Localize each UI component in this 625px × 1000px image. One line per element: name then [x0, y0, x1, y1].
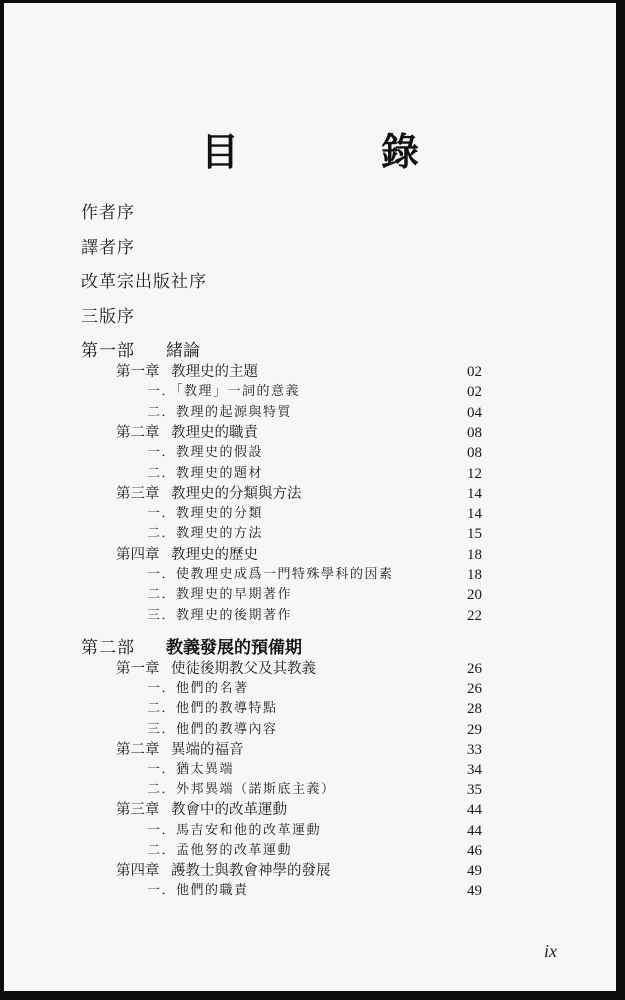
toc-section-entry[interactable]	[147, 821, 321, 841]
toc-page-number: 46	[467, 842, 482, 859]
toc-page-number: 33	[467, 741, 482, 758]
chapter-title: 異端的福音	[171, 741, 244, 758]
section-title: 一．猶太異端	[147, 762, 235, 777]
part-title: 緒論	[166, 341, 200, 361]
toc-page-number: 26	[467, 681, 482, 698]
preface-publisher[interactable]: 改革宗出版社序	[81, 272, 207, 292]
toc-section-entry[interactable]	[147, 780, 336, 800]
toc-chapter-entry[interactable]	[116, 423, 258, 443]
toc-chapter-entry[interactable]	[116, 740, 244, 760]
toc-section-entry[interactable]	[147, 382, 300, 402]
toc-page-number: 02	[467, 384, 482, 401]
chapter-title: 教理史的歷史	[171, 546, 258, 563]
section-title: 二．教理史的方法	[147, 526, 264, 542]
toc-section-entry[interactable]	[147, 504, 263, 524]
preface-translator[interactable]: 譯者序	[81, 238, 135, 258]
toc-page-number: 08	[467, 424, 482, 441]
section-title: 二．教理史的早期著作	[147, 587, 293, 603]
part-heading-1[interactable]	[81, 336, 200, 361]
chapter-title: 護教士與教會神學的發展	[171, 863, 331, 879]
section-title: 二．教理史的題材	[147, 465, 264, 481]
page-number: ix	[544, 941, 557, 961]
section-title: 一．他們的職責	[147, 883, 249, 899]
toc-chapter-entry[interactable]	[116, 800, 287, 820]
preface-third-edition[interactable]: 三版序	[81, 307, 135, 327]
toc-section-entry[interactable]	[147, 841, 292, 861]
toc-page-number: 22	[467, 607, 482, 624]
section-title: 二．孟他努的改革運動	[147, 842, 293, 858]
toc-section-entry[interactable]	[147, 881, 249, 901]
toc-page-number: 49	[467, 883, 482, 900]
toc-section-entry[interactable]	[147, 524, 263, 544]
section-title: 三．教理史的後期著作	[147, 607, 293, 623]
toc-page-number: 14	[467, 485, 482, 502]
toc-section-entry[interactable]	[147, 403, 292, 423]
toc-page-number: 04	[467, 404, 482, 421]
toc-page-number: 44	[467, 822, 482, 839]
section-title: 一．他們的名著	[147, 681, 249, 697]
toc-chapter-entry[interactable]	[116, 545, 258, 565]
toc-page-number: 26	[467, 661, 482, 677]
section-title: 二．他們的教導特點	[147, 701, 278, 717]
section-title: 三．他們的教導內容	[147, 721, 278, 737]
toc-section-entry[interactable]	[147, 760, 234, 780]
toc-section-entry[interactable]	[147, 443, 263, 463]
chapter-label: 第四章	[116, 546, 160, 563]
chapter-label: 第三章	[116, 485, 160, 502]
chapter-label: 第一章	[116, 661, 160, 677]
toc-section-entry[interactable]	[147, 679, 249, 699]
toc-page-number: 28	[467, 701, 482, 718]
section-title: 一．馬吉安和他的改革運動	[147, 822, 322, 838]
section-title: 一．「教理」一詞的意義	[147, 384, 301, 400]
toc-chapter-entry[interactable]	[116, 362, 258, 382]
preface-author[interactable]: 作者序	[81, 203, 135, 223]
toc-page-number: 44	[467, 802, 482, 819]
toc-page-number: 02	[467, 364, 482, 380]
toc-page-number: 18	[467, 546, 482, 563]
part-label: 第一部	[81, 341, 135, 361]
toc-chapter-entry[interactable]	[116, 861, 331, 881]
section-title: 二．外邦異端（諾斯底主義）	[147, 782, 336, 798]
toc-page-number: 34	[467, 762, 482, 778]
toc-section-entry[interactable]	[147, 464, 263, 484]
part-heading-2[interactable]	[81, 633, 302, 658]
toc-page-number: 18	[467, 567, 482, 583]
document-page	[4, 3, 616, 991]
toc-section-entry[interactable]	[147, 565, 394, 585]
chapter-label: 第一章	[116, 364, 160, 380]
section-title: 二．教理的起源與特質	[147, 404, 293, 420]
section-title: 一．教理史的分類	[147, 506, 264, 522]
chapter-title: 使徒後期教父及其教義	[171, 661, 316, 677]
toc-page-number: 20	[467, 587, 482, 604]
toc-page-number: 15	[467, 526, 482, 543]
page-title: 目 錄	[200, 130, 471, 174]
toc-section-entry[interactable]	[147, 585, 292, 605]
chapter-title: 教理史的主題	[171, 364, 258, 380]
chapter-title: 教理史的分類與方法	[171, 485, 302, 502]
toc-page-number: 08	[467, 445, 482, 462]
chapter-title: 教理史的職責	[171, 424, 258, 441]
toc-section-entry[interactable]	[147, 606, 292, 626]
chapter-label: 第四章	[116, 863, 160, 879]
toc-page-number: 29	[467, 721, 482, 738]
chapter-title: 教會中的改革運動	[171, 802, 287, 819]
toc-chapter-entry[interactable]	[116, 659, 316, 679]
toc-section-entry[interactable]	[147, 720, 278, 740]
chapter-label: 第二章	[116, 741, 160, 758]
chapter-label: 第二章	[116, 424, 160, 441]
part-title: 教義發展的預備期	[166, 638, 302, 658]
toc-page-number: 12	[467, 465, 482, 482]
section-title: 一．教理史的假設	[147, 445, 264, 461]
section-title: 一．使教理史成爲一門特殊學科的因素	[147, 567, 394, 582]
toc-page-number: 14	[467, 506, 482, 523]
toc-page-number: 35	[467, 782, 482, 799]
toc-chapter-entry[interactable]	[116, 484, 302, 504]
part-label: 第二部	[81, 638, 135, 658]
chapter-label: 第三章	[116, 802, 160, 819]
toc-section-entry[interactable]	[147, 699, 278, 719]
toc-page-number: 49	[467, 863, 482, 879]
